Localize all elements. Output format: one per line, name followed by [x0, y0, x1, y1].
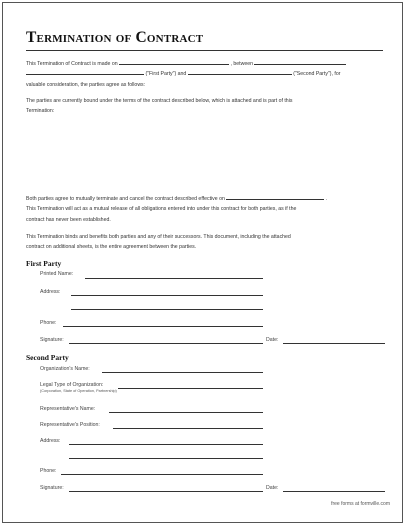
- effective-date-blank[interactable]: [226, 194, 324, 200]
- bound-paragraph: [26, 96, 386, 117]
- second-org-name-field[interactable]: [102, 372, 263, 373]
- terminate-line-2: This Termination will act as a mutual release of all obligations entered into under this contract for both parties, as if the: [26, 206, 297, 213]
- binding-paragraph: [26, 232, 386, 253]
- second-rep-position-field[interactable]: [113, 428, 263, 429]
- document-title-text: Termination of Contract: [26, 29, 204, 46]
- first-phone-field[interactable]: [63, 326, 263, 327]
- first-party-name-blank[interactable]: [26, 69, 144, 75]
- second-address-field-1[interactable]: [69, 444, 263, 445]
- second-phone-field[interactable]: [61, 474, 263, 475]
- second-org-name-label: Organization's Name:: [40, 366, 90, 372]
- first-date-field[interactable]: [283, 343, 385, 344]
- terminate-text-1a: Both parties agree to mutually terminate and cancel the contract described effective on: [26, 196, 225, 202]
- second-party-name-blank[interactable]: [188, 69, 292, 75]
- second-date-field[interactable]: [283, 491, 385, 492]
- terminate-line-1: [26, 194, 386, 204]
- terminate-line-3: contract has never been established.: [26, 216, 111, 223]
- intro-paragraph: [26, 59, 386, 90]
- footer-credit: free forms at formville.com: [331, 501, 390, 507]
- second-legal-type-field[interactable]: [118, 388, 263, 389]
- intro-text-2a: ("First Party") and: [145, 71, 187, 78]
- bound-line-1: The parties are currently bound under the terms of the contract described below, which is attached and is part of this: [26, 98, 293, 104]
- first-address-field-2[interactable]: [71, 309, 263, 310]
- intro-text-1a: This Termination of Contract is made on: [26, 61, 118, 67]
- contract-document: [2, 2, 403, 523]
- binding-line-1: This Termination binds and benefits both parties and any of their successors. This document, including the attached: [26, 234, 291, 240]
- intro-line-1: [26, 59, 386, 69]
- first-date-label: Date:: [266, 337, 279, 343]
- bound-line-2: Termination:: [26, 108, 55, 115]
- second-rep-name-field[interactable]: [109, 412, 263, 413]
- second-date-label: Date:: [266, 485, 279, 491]
- first-address-field-1[interactable]: [71, 295, 263, 296]
- document-title: [26, 29, 203, 47]
- second-rep-position-label: Representative's Position:: [40, 422, 100, 428]
- second-rep-name-label: Representative's Name:: [40, 406, 96, 412]
- intro-text-2b: ("Second Party"), for: [293, 71, 341, 78]
- first-party-blank[interactable]: [254, 59, 346, 65]
- intro-line-2: [26, 69, 386, 79]
- second-address-label: Address:: [40, 438, 61, 444]
- second-party-heading: Second Party: [26, 353, 69, 362]
- title-underline: [26, 50, 383, 51]
- second-signature-field[interactable]: [69, 491, 263, 492]
- first-signature-label: Signature:: [40, 337, 64, 343]
- first-printed-name-label: Printed Name:: [40, 271, 74, 277]
- second-legal-type-label: Legal Type of Organization:: [40, 382, 104, 388]
- terminate-text-1b: .: [325, 196, 328, 202]
- binding-line-2: contract on additional sheets, is the entire agreement between the parties.: [26, 244, 197, 251]
- intro-text-1b: , between: [230, 61, 253, 67]
- first-party-heading: First Party: [26, 259, 62, 268]
- second-legal-type-note: (Corporation, State of Operation, Partnership): [40, 389, 117, 393]
- first-signature-field[interactable]: [69, 343, 263, 344]
- first-phone-label: Phone:: [40, 320, 57, 326]
- contract-date-blank[interactable]: [119, 59, 229, 65]
- first-printed-name-field[interactable]: [85, 278, 263, 279]
- terminate-paragraph: [26, 194, 386, 225]
- second-address-field-2[interactable]: [69, 458, 263, 459]
- intro-line-3: valuable consideration, the parties agree as follows:: [26, 81, 146, 88]
- second-signature-label: Signature:: [40, 485, 64, 491]
- first-address-label: Address:: [40, 289, 61, 295]
- second-phone-label: Phone:: [40, 468, 57, 474]
